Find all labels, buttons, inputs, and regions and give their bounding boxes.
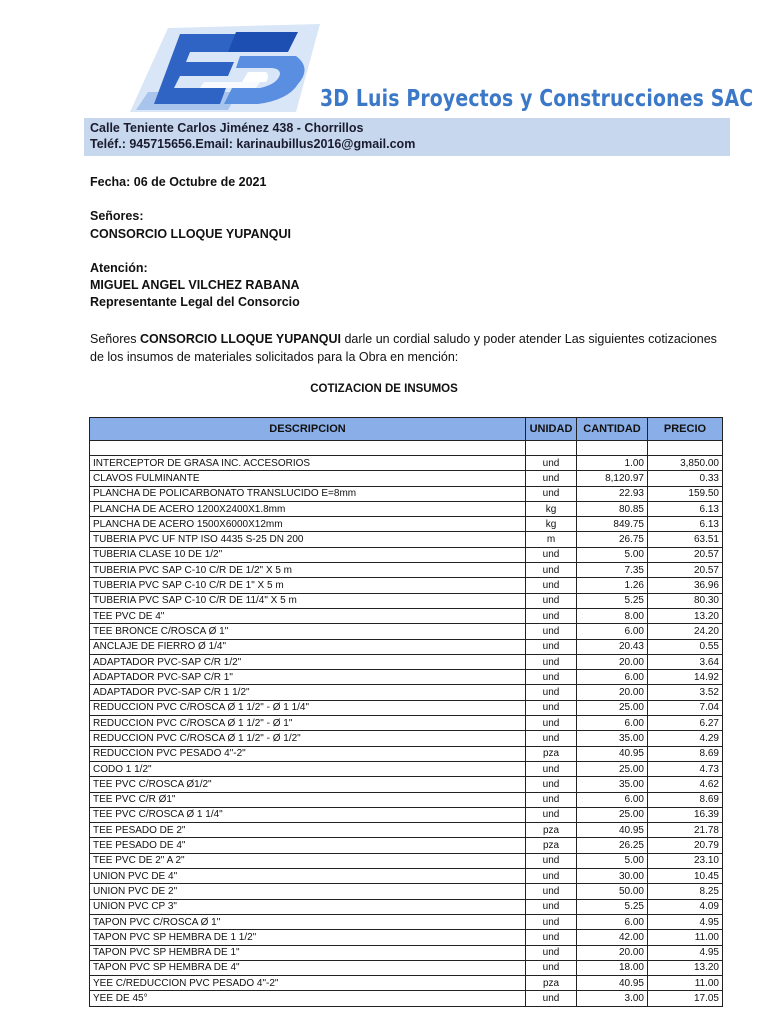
- header-descripcion: DESCRIPCION: [90, 418, 526, 441]
- table-row: [90, 761, 723, 776]
- cell-description: UNION PVC CP 3": [90, 899, 526, 914]
- cell-quantity: 1.00: [577, 456, 648, 471]
- cell-unit: und: [526, 761, 577, 776]
- cell-description: INTERCEPTOR DE GRASA INC. ACCESORIOS: [90, 456, 526, 471]
- cell-description: TEE PVC C/ROSCA Ø1/2": [90, 777, 526, 792]
- cell-quantity: 6.00: [577, 792, 648, 807]
- table-row: [90, 930, 723, 945]
- cell-quantity: 6.00: [577, 914, 648, 929]
- cell-price: 23.10: [648, 853, 723, 868]
- table-blank-row: [90, 441, 723, 456]
- cell-unit: und: [526, 914, 577, 929]
- cell-unit: und: [526, 899, 577, 914]
- cell-description: ADAPTADOR PVC-SAP C/R 1": [90, 670, 526, 685]
- cell-unit: und: [526, 853, 577, 868]
- cell-unit: und: [526, 869, 577, 884]
- table-row: [90, 578, 723, 593]
- cell-quantity: 25.00: [577, 700, 648, 715]
- table-row: [90, 807, 723, 822]
- cell-quantity: 40.95: [577, 746, 648, 761]
- cell-unit: und: [526, 792, 577, 807]
- cell-description: PLANCHA DE POLICARBONATO TRANSLUCIDO E=8mm: [90, 486, 526, 501]
- cell-description: TEE PESADO DE 4": [90, 838, 526, 853]
- cell-price: 4.62: [648, 777, 723, 792]
- cell-description: REDUCCION PVC C/ROSCA Ø 1 1/2" - Ø 1": [90, 716, 526, 731]
- company-name: 3D Luis Proyectos y Construcciones SAC: [320, 86, 754, 112]
- cell-description: TEE PVC C/R Ø1": [90, 792, 526, 807]
- cell-price: 4.95: [648, 914, 723, 929]
- cell-description: REDUCCION PVC C/ROSCA Ø 1 1/2" - Ø 1/2": [90, 731, 526, 746]
- company-address: Calle Teniente Carlos Jiménez 438 - Chorrillos: [90, 121, 364, 135]
- table-row: [90, 486, 723, 501]
- cell-quantity: 5.25: [577, 899, 648, 914]
- cell-quantity: 5.00: [577, 547, 648, 562]
- cell-quantity: 35.00: [577, 777, 648, 792]
- cell-description: ADAPTADOR PVC-SAP C/R 1/2": [90, 654, 526, 669]
- cell-description: TUBERIA CLASE 10 DE 1/2": [90, 547, 526, 562]
- cell-unit: und: [526, 486, 577, 501]
- cell-unit: m: [526, 532, 577, 547]
- table-row: [90, 869, 723, 884]
- cell-unit: und: [526, 547, 577, 562]
- cell-description: CODO 1 1/2": [90, 761, 526, 776]
- cell-quantity: 80.85: [577, 501, 648, 516]
- table-row: [90, 746, 723, 761]
- cell-unit: und: [526, 578, 577, 593]
- table-row: [90, 654, 723, 669]
- cell-price: 8.25: [648, 884, 723, 899]
- attention-label: Atención:: [90, 261, 148, 275]
- cell-description: TUBERIA PVC SAP C-10 C/R DE 11/4" X 5 m: [90, 593, 526, 608]
- table-row: [90, 960, 723, 975]
- cell-quantity: 42.00: [577, 930, 648, 945]
- cell-price: 13.20: [648, 960, 723, 975]
- table-row: [90, 670, 723, 685]
- section-title: COTIZACION DE INSUMOS: [310, 383, 458, 395]
- cell-unit: und: [526, 807, 577, 822]
- table-row: [90, 777, 723, 792]
- table-row: [90, 838, 723, 853]
- cell-description: YEE DE 45°: [90, 991, 526, 1006]
- cell-unit: und: [526, 930, 577, 945]
- cell-unit: und: [526, 884, 577, 899]
- cell-quantity: 25.00: [577, 807, 648, 822]
- cell-description: UNION PVC DE 2": [90, 884, 526, 899]
- letter-date: Fecha: 06 de Octubre de 2021: [90, 175, 267, 189]
- cell-quantity: 3.00: [577, 991, 648, 1006]
- table-row: [90, 608, 723, 623]
- cell-quantity: 849.75: [577, 517, 648, 532]
- cell-price: 0.33: [648, 471, 723, 486]
- attention-role: Representante Legal del Consorcio: [90, 295, 300, 309]
- cell-description: PLANCHA DE ACERO 1200X2400X1.8mm: [90, 501, 526, 516]
- table-row: [90, 563, 723, 578]
- cell-unit: und: [526, 777, 577, 792]
- cell-quantity: 20.00: [577, 685, 648, 700]
- quotation-table: [89, 417, 723, 1007]
- cell-unit: und: [526, 608, 577, 623]
- cell-quantity: 26.75: [577, 532, 648, 547]
- table-row: [90, 853, 723, 868]
- intro-paragraph: [90, 330, 722, 366]
- cell-description: YEE C/REDUCCION PVC PESADO 4"-2": [90, 976, 526, 991]
- table-header-row: [90, 418, 723, 441]
- table-row: [90, 914, 723, 929]
- table-row: [90, 593, 723, 608]
- cell-unit: pza: [526, 823, 577, 838]
- table-row: [90, 501, 723, 516]
- table-row: [90, 991, 723, 1006]
- cell-description: REDUCCION PVC PESADO 4"-2": [90, 746, 526, 761]
- cell-unit: und: [526, 456, 577, 471]
- cell-price: 8.69: [648, 792, 723, 807]
- cell-unit: und: [526, 716, 577, 731]
- cell-unit: und: [526, 563, 577, 578]
- cell-price: 4.29: [648, 731, 723, 746]
- cell-description: TEE PVC DE 4": [90, 608, 526, 623]
- cell-price: 17.05: [648, 991, 723, 1006]
- cell-unit: und: [526, 670, 577, 685]
- cell-unit: und: [526, 654, 577, 669]
- cell-description: TUBERIA PVC UF NTP ISO 4435 S-25 DN 200: [90, 532, 526, 547]
- cell-unit: und: [526, 639, 577, 654]
- cell-description: TAPON PVC SP HEMBRA DE 1 1/2": [90, 930, 526, 945]
- cell-quantity: 26.25: [577, 838, 648, 853]
- intro-company: CONSORCIO LLOQUE YUPANQUI: [140, 332, 341, 346]
- salutation: Señores:: [90, 209, 144, 223]
- table-body: [90, 441, 723, 1007]
- cell-unit: und: [526, 991, 577, 1006]
- cell-unit: und: [526, 685, 577, 700]
- cell-description: ADAPTADOR PVC-SAP C/R 1 1/2": [90, 685, 526, 700]
- table-row: [90, 716, 723, 731]
- cell-quantity: 18.00: [577, 960, 648, 975]
- table-row: [90, 792, 723, 807]
- cell-description: TAPON PVC SP HEMBRA DE 1": [90, 945, 526, 960]
- cell-quantity: 8,120.97: [577, 471, 648, 486]
- table-row: [90, 517, 723, 532]
- table-row: [90, 639, 723, 654]
- cell-quantity: 40.95: [577, 976, 648, 991]
- cell-quantity: 35.00: [577, 731, 648, 746]
- cell-description: TUBERIA PVC SAP C-10 C/R DE 1" X 5 m: [90, 578, 526, 593]
- table-row: [90, 700, 723, 715]
- header-unidad: UNIDAD: [526, 418, 577, 441]
- header-cantidad: CANTIDAD: [577, 418, 648, 441]
- cell-price: 13.20: [648, 608, 723, 623]
- cell-price: 11.00: [648, 930, 723, 945]
- table-row: [90, 945, 723, 960]
- cell-unit: und: [526, 960, 577, 975]
- cell-quantity: 5.25: [577, 593, 648, 608]
- recipient: CONSORCIO LLOQUE YUPANQUI: [90, 227, 291, 241]
- cell-description: TEE PVC DE 2" A 2": [90, 853, 526, 868]
- cell-price: 3,850.00: [648, 456, 723, 471]
- cell-price: 3.52: [648, 685, 723, 700]
- cell-price: 80.30: [648, 593, 723, 608]
- cell-price: 6.27: [648, 716, 723, 731]
- cell-quantity: 20.43: [577, 639, 648, 654]
- table-row: [90, 685, 723, 700]
- cell-unit: pza: [526, 746, 577, 761]
- intro-rest: darle un cordial saludo y poder atender Las siguientes cotizaciones de los insumos de materiales solicitados para la Obra en mención:: [90, 332, 717, 364]
- cell-quantity: 30.00: [577, 869, 648, 884]
- cell-unit: und: [526, 731, 577, 746]
- cell-price: 7.04: [648, 700, 723, 715]
- company-logo: [128, 22, 320, 114]
- cell-quantity: 20.00: [577, 654, 648, 669]
- cell-price: 21.78: [648, 823, 723, 838]
- table-row: [90, 547, 723, 562]
- cell-quantity: 7.35: [577, 563, 648, 578]
- cell-description: ANCLAJE DE FIERRO Ø 1/4": [90, 639, 526, 654]
- cell-description: TEE PVC C/ROSCA Ø 1 1/4": [90, 807, 526, 822]
- cell-price: 3.64: [648, 654, 723, 669]
- cell-description: TEE BRONCE C/ROSCA Ø 1": [90, 624, 526, 639]
- cell-price: 20.57: [648, 563, 723, 578]
- cell-price: 14.92: [648, 670, 723, 685]
- table-row: [90, 823, 723, 838]
- cell-quantity: 8.00: [577, 608, 648, 623]
- cell-unit: kg: [526, 517, 577, 532]
- cell-quantity: 40.95: [577, 823, 648, 838]
- cell-quantity: 5.00: [577, 853, 648, 868]
- cell-quantity: 6.00: [577, 670, 648, 685]
- cell-description: UNION PVC DE 4": [90, 869, 526, 884]
- cell-quantity: 1.26: [577, 578, 648, 593]
- cell-unit: kg: [526, 501, 577, 516]
- cell-description: REDUCCION PVC C/ROSCA Ø 1 1/2" - Ø 1 1/4": [90, 700, 526, 715]
- cell-price: 36.96: [648, 578, 723, 593]
- table-row: [90, 532, 723, 547]
- cell-description: TUBERIA PVC SAP C-10 C/R DE 1/2" X 5 m: [90, 563, 526, 578]
- cell-price: 6.13: [648, 517, 723, 532]
- cell-price: 24.20: [648, 624, 723, 639]
- cell-price: 63.51: [648, 532, 723, 547]
- cell-price: 16.39: [648, 807, 723, 822]
- cell-unit: und: [526, 471, 577, 486]
- cell-unit: pza: [526, 838, 577, 853]
- cell-quantity: 25.00: [577, 761, 648, 776]
- cell-description: TEE PESADO DE 2": [90, 823, 526, 838]
- cell-price: 6.13: [648, 501, 723, 516]
- table-row: [90, 884, 723, 899]
- cell-unit: und: [526, 593, 577, 608]
- cell-quantity: 6.00: [577, 716, 648, 731]
- cell-quantity: 20.00: [577, 945, 648, 960]
- cell-unit: pza: [526, 976, 577, 991]
- cell-price: 4.95: [648, 945, 723, 960]
- company-contact: Teléf.: 945715656.Email: karinaubillus2016@gmail.com: [90, 137, 416, 151]
- cell-price: 0.55: [648, 639, 723, 654]
- table-row: [90, 456, 723, 471]
- cell-quantity: 50.00: [577, 884, 648, 899]
- attention-name: MIGUEL ANGEL VILCHEZ RABANA: [90, 278, 300, 292]
- cell-price: 20.79: [648, 838, 723, 853]
- cell-description: TAPON PVC C/ROSCA Ø 1": [90, 914, 526, 929]
- table-row: [90, 471, 723, 486]
- table-row: [90, 624, 723, 639]
- cell-description: PLANCHA DE ACERO 1500X6000X12mm: [90, 517, 526, 532]
- cell-unit: und: [526, 700, 577, 715]
- table-row: [90, 976, 723, 991]
- intro-prefix: Señores: [90, 332, 141, 346]
- cell-price: 20.57: [648, 547, 723, 562]
- cell-unit: und: [526, 624, 577, 639]
- cell-description: CLAVOS FULMINANTE: [90, 471, 526, 486]
- cell-quantity: 22.93: [577, 486, 648, 501]
- cell-price: 4.73: [648, 761, 723, 776]
- table-row: [90, 731, 723, 746]
- table-row: [90, 899, 723, 914]
- cell-price: 11.00: [648, 976, 723, 991]
- header-precio: PRECIO: [648, 418, 723, 441]
- cell-quantity: 6.00: [577, 624, 648, 639]
- cell-price: 4.09: [648, 899, 723, 914]
- cell-price: 159.50: [648, 486, 723, 501]
- cell-price: 8.69: [648, 746, 723, 761]
- cell-description: TAPON PVC SP HEMBRA DE 4": [90, 960, 526, 975]
- cell-unit: und: [526, 945, 577, 960]
- cell-price: 10.45: [648, 869, 723, 884]
